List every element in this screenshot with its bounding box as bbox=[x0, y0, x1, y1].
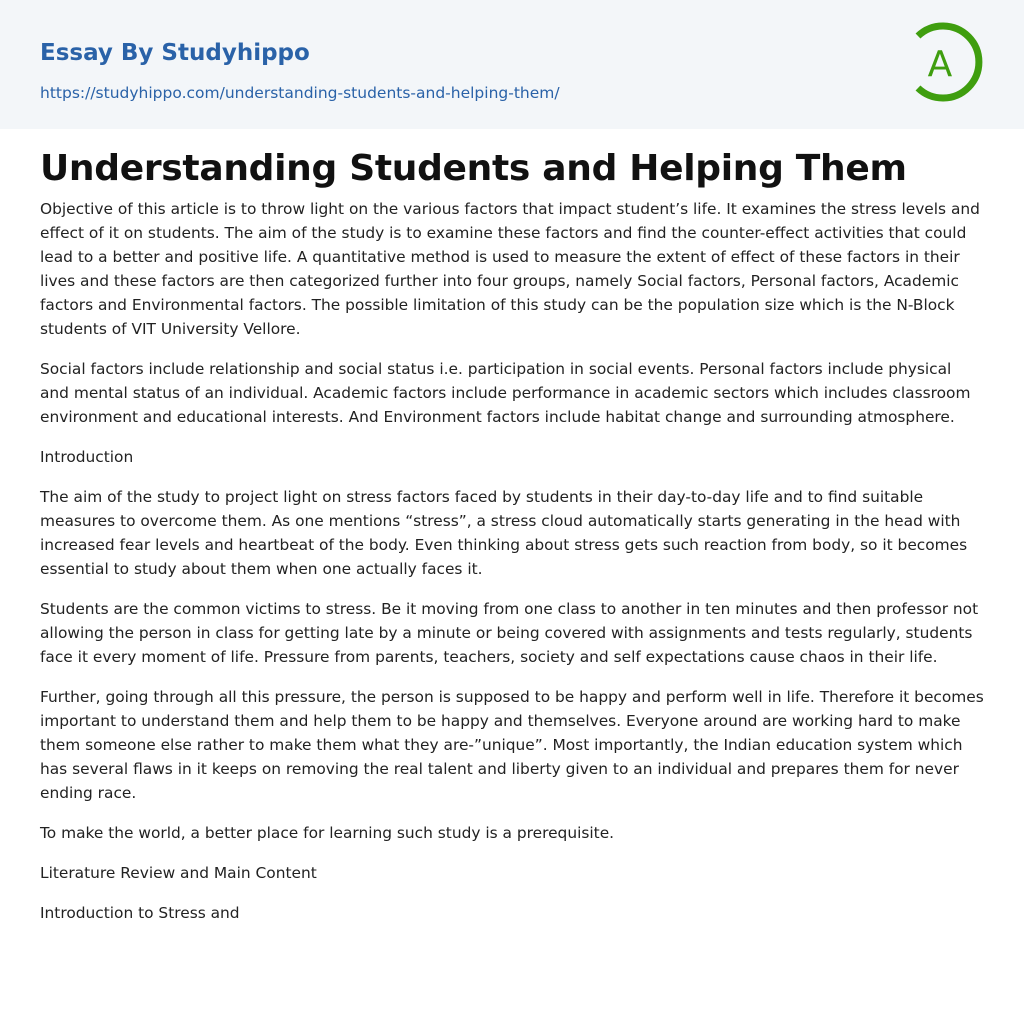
paragraph: Social factors include relationship and social status i.e. participation in social events. Personal factors include physical and mental status of an individual. Academic factors include performance in academic sectors which includes classroom environment and educational interests. And Environment factors include habitat change and surrounding atmosphere. bbox=[40, 360, 971, 426]
studyhippo-logo-icon[interactable] bbox=[908, 18, 988, 106]
paragraph: Students are the common victims to stress. Be it moving from one class to another in ten minutes and then professor not allowing the person in class for getting late by a minute or being covered with assignments and tests regularly, students face it every moment of life. Pressure from parents, teachers, society and self expectations cause chaos in their life. bbox=[40, 600, 979, 666]
section-heading: Introduction bbox=[40, 448, 134, 466]
section-heading: Introduction to Stress and bbox=[40, 904, 240, 922]
essay-url-link[interactable]: https://studyhippo.com/understanding-students-and-helping-them/ bbox=[40, 84, 560, 102]
article bbox=[0, 147, 1024, 925]
section-heading: Literature Review and Main Content bbox=[40, 864, 317, 882]
paragraph: Further, going through all this pressure, the person is supposed to be happy and perform well in life. Therefore it becomes important to understand them and help them to be happy and themselves. Everyone around are working hard to make them someone else rather to make them what they are-”unique”. Most importantly, the Indian education system which has several flaws in it keeps on removing the real talent and liberty given to an individual and prepares them for never ending race. bbox=[40, 688, 984, 802]
paragraph: The aim of the study to project light on stress factors faced by students in their day-to-day life and to find suitable measures to overcome them. As one mentions “stress”, a stress cloud automatically starts generating in the head with increased fear levels and heartbeat of the body. Even thinking about stress gets such reaction from body, so it becomes essential to study about them when one actually faces it. bbox=[40, 488, 968, 578]
paragraph: To make the world, a better place for learning such study is a prerequisite. bbox=[40, 824, 615, 842]
article-title: Understanding Students and Helping Them bbox=[40, 148, 907, 189]
paragraph: Objective of this article is to throw light on the various factors that impact student’s life. It examines the stress levels and effect of it on students. The aim of the study is to examine these factors and find the counter-effect activities that could lead to a better and positive life. A quantitative method is used to measure the extent of effect of these factors in their lives and these factors are then categorized further into four groups, namely Social factors, Personal factors, Academic factors and Environmental factors. The possible limitation of this study can be the population size which is the N-Block students of VIT University Vellore. bbox=[40, 200, 980, 338]
site-header bbox=[0, 0, 1024, 129]
brand-title: Essay By Studyhippo bbox=[40, 40, 310, 66]
svg-text:A: A bbox=[927, 44, 953, 85]
